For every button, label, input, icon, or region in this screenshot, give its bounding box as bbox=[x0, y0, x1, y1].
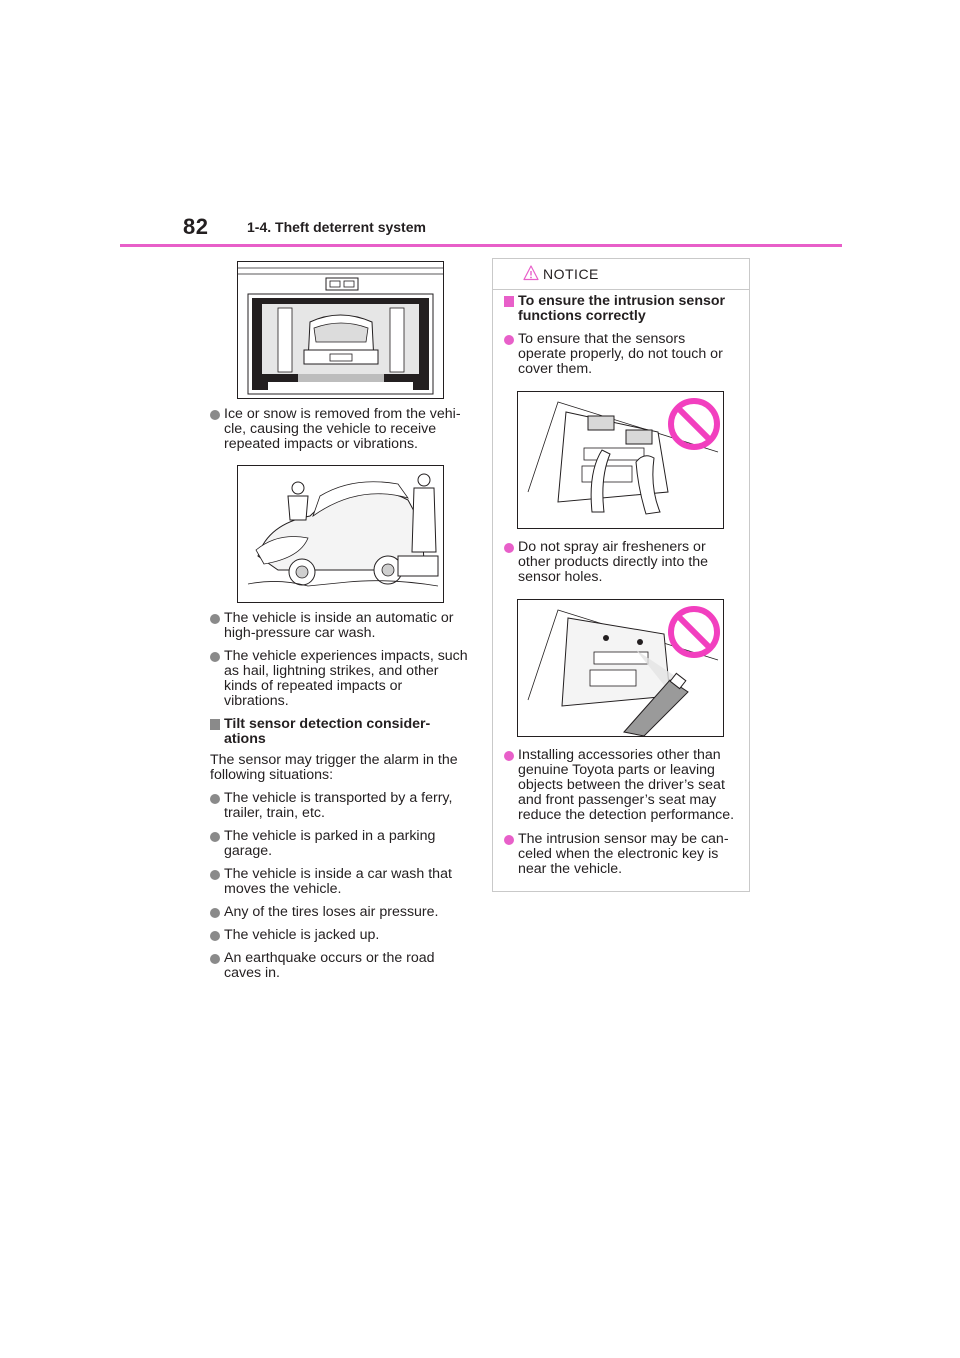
list-item-text: The vehicle is parked in a parking garage. bbox=[224, 828, 436, 859]
square-bullet-icon bbox=[210, 719, 220, 730]
car-wash-drawing bbox=[238, 262, 443, 398]
list-item-text: The vehicle experiences impacts, such as hail, lightning strikes, and other kinds of repeated impacts or vibrations. bbox=[224, 648, 468, 709]
page-number: 82 bbox=[183, 214, 209, 239]
list-item bbox=[210, 951, 468, 981]
list-item bbox=[504, 332, 737, 377]
list-item bbox=[210, 928, 468, 943]
square-bullet-icon bbox=[504, 296, 514, 307]
intrusion-sensor-heading-text: To ensure the intrusion sensor functions correctly bbox=[518, 293, 726, 324]
list-item bbox=[504, 832, 737, 877]
header-rule bbox=[120, 244, 842, 247]
air-freshener-illustration bbox=[517, 599, 724, 737]
warning-triangle-icon bbox=[523, 265, 539, 281]
bullet-icon bbox=[210, 870, 220, 880]
tilt-sensor-intro: The sensor may trigger the alarm in the following situations: bbox=[210, 752, 458, 783]
left-column bbox=[210, 261, 468, 981]
list-item-text: The intrusion sensor may be can-celed when the electronic key is near the vehicle. bbox=[518, 831, 729, 877]
list-item bbox=[210, 829, 468, 859]
list-item bbox=[210, 611, 468, 641]
bullet-icon bbox=[504, 835, 514, 845]
air-freshener-drawing bbox=[518, 600, 723, 736]
notice-label: NOTICE bbox=[543, 266, 599, 282]
list-item bbox=[210, 867, 468, 897]
notice-box bbox=[492, 258, 750, 892]
bullet-icon bbox=[504, 543, 514, 553]
list-item-text: The vehicle is transported by a ferry, trailer, train, etc. bbox=[224, 790, 453, 821]
bullet-icon bbox=[210, 954, 220, 964]
list-item bbox=[210, 791, 468, 821]
bullet-icon bbox=[210, 652, 220, 662]
bullet-icon bbox=[210, 794, 220, 804]
snow-removal-illustration bbox=[237, 465, 444, 603]
bullet-icon bbox=[210, 908, 220, 918]
bullet-icon bbox=[504, 335, 514, 345]
list-item bbox=[504, 748, 737, 823]
bullet-icon bbox=[210, 614, 220, 624]
list-item-text: The vehicle is inside an automatic or high-pressure car wash. bbox=[224, 610, 454, 641]
list-item-text: Any of the tires loses air pressure. bbox=[224, 904, 439, 920]
notice-body bbox=[493, 290, 749, 877]
list-item bbox=[210, 905, 468, 920]
list-item-text: The vehicle is inside a car wash that moves the vehicle. bbox=[224, 866, 452, 897]
bullet-icon bbox=[210, 410, 220, 420]
bullet-icon bbox=[210, 931, 220, 941]
list-item-text: Ice or snow is removed from the vehi-cle, causing the vehicle to receive repeated impacts or vibrations. bbox=[224, 406, 461, 452]
tilt-sensor-heading bbox=[210, 717, 468, 747]
bullet-icon bbox=[210, 832, 220, 842]
car-wash-illustration bbox=[237, 261, 444, 399]
list-item-text: An earthquake occurs or the road caves in. bbox=[224, 950, 435, 981]
snow-removal-drawing bbox=[238, 466, 443, 602]
sensor-touch-illustration bbox=[517, 391, 724, 529]
list-item-text: To ensure that the sensors operate properly, do not touch or cover them. bbox=[518, 331, 723, 377]
list-item-text: The vehicle is jacked up. bbox=[224, 927, 380, 943]
right-column bbox=[492, 258, 750, 892]
section-title: 1-4. Theft deterrent system bbox=[247, 219, 426, 235]
list-item bbox=[210, 649, 468, 709]
bullet-icon bbox=[504, 751, 514, 761]
intrusion-sensor-heading bbox=[504, 294, 737, 324]
sensor-touch-drawing bbox=[518, 392, 723, 528]
list-item bbox=[504, 540, 737, 585]
list-item-text: Do not spray air fresheners or other products directly into the sensor holes. bbox=[518, 539, 709, 585]
list-item-text: Installing accessories other than genuine Toyota parts or leaving objects between the driver’s seat and front passenger’s seat may reduce the detection performance. bbox=[518, 747, 735, 823]
list-item bbox=[210, 407, 468, 452]
notice-header bbox=[493, 259, 749, 290]
tilt-sensor-heading-text: Tilt sensor detection consider-ations bbox=[224, 716, 431, 747]
